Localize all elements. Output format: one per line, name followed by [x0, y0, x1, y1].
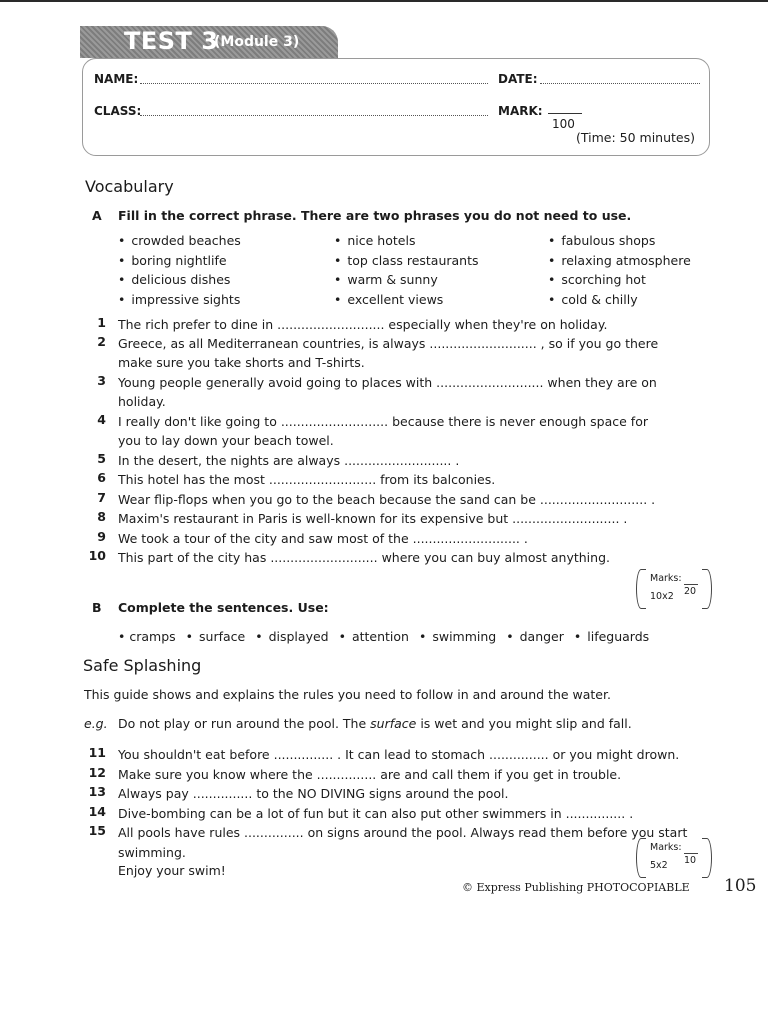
- question-number: 12: [88, 765, 106, 780]
- phrase-item: • relaxing atmosphere: [548, 253, 691, 268]
- name-field[interactable]: [140, 74, 488, 84]
- word-bank-item: lifeguards: [587, 629, 650, 644]
- section-b-instruction: Complete the sentences. Use:: [118, 600, 329, 615]
- question-text: We took a tour of the city and saw most of the ........................... .: [118, 531, 528, 546]
- question-text: Greece, as all Mediterranean countries, is always ........................... , so if you go there: [118, 336, 659, 351]
- question-text: The rich prefer to dine in ........................... especially when they're on holiday.: [118, 317, 608, 332]
- question-number: 7: [97, 490, 106, 505]
- marks-multiplier: 5x2: [650, 860, 668, 871]
- example-label: e.g.: [84, 716, 108, 731]
- question-text: Make sure you know where the ............... are and call them if you get in trouble.: [118, 767, 622, 782]
- word-bank-item: cramps: [129, 629, 176, 644]
- safe-splashing-heading: Safe Splashing: [83, 656, 202, 675]
- question-text: Dive-bombing can be a lot of fun but it can also put other swimmers in ............... .: [118, 806, 634, 821]
- phrase-item: • top class restaurants: [334, 253, 479, 268]
- phrase-item: • delicious dishes: [118, 272, 231, 287]
- question-text: I really don't like going to ........................... because there is never enough space for: [118, 414, 648, 429]
- question-text: holiday.: [118, 394, 166, 409]
- question-text: swimming.: [118, 845, 186, 860]
- top-rule: [0, 0, 768, 2]
- question-number: 6: [97, 470, 106, 485]
- name-label: NAME:: [94, 72, 139, 86]
- section-a-marks-box: [636, 569, 712, 609]
- question-number: 3: [97, 373, 106, 388]
- question-number: 2: [97, 334, 106, 349]
- marks-total: 20: [684, 586, 697, 597]
- section-b-letter: B: [92, 600, 102, 615]
- vocabulary-heading: Vocabulary: [85, 177, 174, 196]
- question-text: Maxim's restaurant in Paris is well-known for its expensive but ........................... .: [118, 511, 628, 526]
- marks-line: [684, 853, 698, 854]
- phrase-item: • fabulous shops: [548, 233, 656, 248]
- phrase-item: • excellent views: [334, 292, 444, 307]
- splashing-intro: This guide shows and explains the rules you need to follow in and around the water.: [84, 687, 611, 702]
- test-module: (Module 3): [214, 34, 300, 50]
- test-title: TEST 3: [124, 27, 219, 55]
- question-number: 5: [97, 451, 106, 466]
- question-text: All pools have rules ............... on signs around the pool. Always read them before you start: [118, 825, 688, 840]
- question-number: 9: [97, 529, 106, 544]
- time-note: (Time: 50 minutes): [576, 130, 696, 145]
- question-number: 15: [88, 823, 106, 838]
- class-field[interactable]: [140, 106, 488, 116]
- marks-total: 10: [684, 855, 697, 866]
- question-text: Always pay ............... to the NO DIVING signs around the pool.: [118, 786, 509, 801]
- question-text: You shouldn't eat before ............... . It can lead to stomach ............... or you might drown.: [118, 747, 680, 762]
- phrase-item: • boring nightlife: [118, 253, 227, 268]
- question-number: 14: [88, 804, 106, 819]
- word-bank-item: attention: [351, 629, 409, 644]
- question-number: 1: [97, 315, 106, 330]
- closing-line: Enjoy your swim!: [118, 863, 226, 878]
- date-field[interactable]: [540, 74, 700, 84]
- question-number: 4: [97, 412, 106, 427]
- marks-label: Marks:: [650, 573, 682, 584]
- question-text: This part of the city has ........................... where you can buy almost anything.: [118, 550, 610, 565]
- question-number: 10: [88, 548, 106, 563]
- section-a-instruction: Fill in the correct phrase. There are two phrases you do not need to use.: [118, 208, 632, 223]
- page-number: 105: [724, 876, 757, 896]
- question-text: you to lay down your beach towel.: [118, 433, 334, 448]
- question-number: 8: [97, 509, 106, 524]
- example-answer: surface: [370, 716, 417, 731]
- phrase-item: • crowded beaches: [118, 233, 241, 248]
- mark-field[interactable]: [548, 113, 582, 114]
- date-label: DATE:: [498, 72, 538, 86]
- question-text: This hotel has the most ........................... from its balconies.: [118, 472, 496, 487]
- mark-label: MARK:: [498, 104, 543, 118]
- word-bank-item: danger: [519, 629, 564, 644]
- question-number: 11: [88, 745, 106, 760]
- question-number: 13: [88, 784, 106, 799]
- section-b-marks-box: [636, 838, 712, 878]
- example-sentence: Do not play or run around the pool. The surface is wet and you might slip and fall.: [118, 716, 632, 731]
- word-bank-item: displayed: [268, 629, 329, 644]
- word-bank: • cramps • surface • displayed • attention • swimming • danger • lifeguards: [118, 629, 650, 644]
- section-a-letter: A: [92, 208, 102, 223]
- question-text: In the desert, the nights are always ........................... .: [118, 453, 460, 468]
- question-text: Young people generally avoid going to places with ........................... when they are on: [118, 375, 657, 390]
- word-bank-item: swimming: [432, 629, 497, 644]
- marks-multiplier: 10x2: [650, 591, 674, 602]
- mark-total: 100: [552, 117, 575, 131]
- phrase-item: • scorching hot: [548, 272, 646, 287]
- question-text: Wear flip-flops when you go to the beach because the sand can be ........................... .: [118, 492, 656, 507]
- copyright-notice: © Express Publishing PHOTOCOPIABLE: [462, 881, 690, 894]
- marks-label: Marks:: [650, 842, 682, 853]
- question-text: make sure you take shorts and T-shirts.: [118, 355, 365, 370]
- word-bank-item: surface: [199, 629, 246, 644]
- phrase-item: • impressive sights: [118, 292, 241, 307]
- phrase-item: • warm & sunny: [334, 272, 438, 287]
- class-label: CLASS:: [94, 104, 142, 118]
- phrase-item: • nice hotels: [334, 233, 416, 248]
- phrase-item: • cold & chilly: [548, 292, 638, 307]
- marks-line: [684, 584, 698, 585]
